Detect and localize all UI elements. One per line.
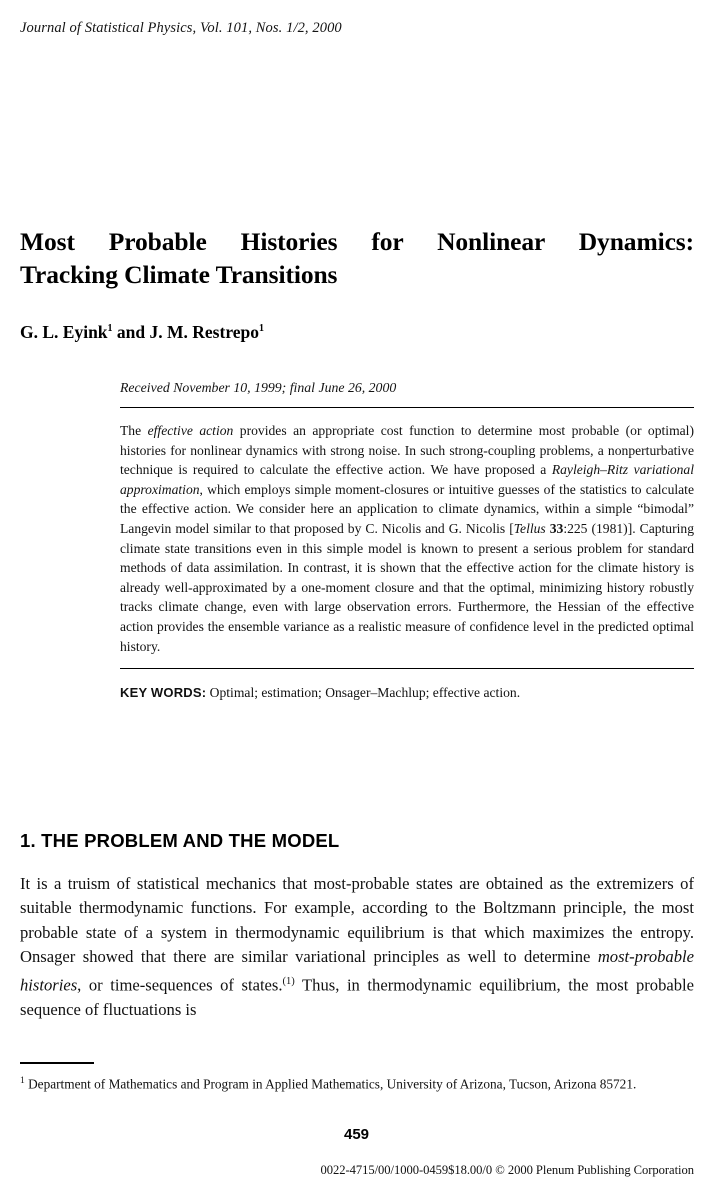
keywords-value: Optimal; estimation; Onsager–Machlup; effective action. [206,685,521,701]
section-heading-1: 1. THE PROBLEM AND THE MODEL [20,830,340,851]
citation-reference-1[interactable]: (1) [282,975,295,987]
abstract-bottom-rule [120,668,694,669]
page-number: 459 [343,1126,370,1143]
abstract-volume-bold: 33 [549,520,564,536]
article-title [20,225,694,291]
body-seg-1: It is a truism of statistical mechanics that most-probable states are obtained as the extremizers of suitable thermodynamic functions. For example, according to the Boltzmann principle, the most probable state of a system in thermodynamic equilibrium is that which maximizes the entropy. Onsager showed that there are similar variational principles as well to determine [20,874,694,967]
author-conjunction: and J. M. Restrepo [112,322,260,342]
title-line-1: Most Probable Histories for Nonlinear Dynamics: [20,227,694,256]
abstract-block [120,380,694,703]
body-emphasis-most-probable-histories: most-probable histories [20,947,694,995]
body-paragraph-1 [20,872,694,1022]
running-head: Journal of Statistical Physics, Vol. 101, Nos. 1/2, 2000 [20,20,342,36]
abstract-emphasis-rayleigh-ritz: Rayleigh–Ritz variational approximation [120,462,695,497]
body-seg-3: Thus, in thermodynamic equilibrium, the most probable sequence of fluctuations is [20,975,695,1019]
body-seg-2: , or time-sequences of states. [77,975,283,995]
abstract-seg-2: provides an appropriate cost function to determine most probable (or optimal) histories for nonlinear dynamics with strong noise. In such strong-coupling problems, a nonperturbative technique is required to calculate the effective action. We have proposed a [120,423,694,478]
abstract-seg-1: The [120,423,148,438]
abstract-emphasis-effective-action: effective action [147,423,234,438]
title-line-2: Tracking Climate Transitions [20,260,338,289]
author-one-affiliation-marker: 1 [107,323,113,335]
abstract-text [120,421,694,656]
author-one: G. L. Eyink [20,322,108,342]
abstract-seg-5: :225 (1981)]. Capturing climate state transitions even in this simple model is known to present a serious problem for standard methods of data assimilation. In contrast, it is shown that the effective action for the climate history is already well-approximated by a one-moment closure and that the optimal, minimizing history robustly tracks climate change, even with large observation errors. Furthermore, the Hessian of the effective action provides the ensemble variance as a realistic measure of confidence level in the predicted optimal history. [120,520,694,654]
abstract-seg-3: , which employs simple moment-closures or intuitive guesses of the statistics to calculate the effective action. We consider here an application to climate dynamics, within a simple “bimodal” Langevin model similar to that proposed by C. Nicolis and G. Nicolis [ [120,481,694,536]
footnote-text: Department of Mathematics and Program in Applied Mathematics, University of Arizona, Tucson, Arizona 85721. [24,1076,637,1092]
keywords-label: KEY WORDS: [120,685,207,701]
abstract-top-rule [120,407,694,408]
footnote-marker: 1 [20,1076,25,1086]
copyright-line: 0022-4715/00/1000-0459$18.00/0 © 2000 Plenum Publishing Corporation [320,1163,694,1177]
abstract-emphasis-tellus: Tellus [513,520,546,536]
author-two-affiliation-marker: 1 [259,323,265,335]
footnote-separator-rule [20,1062,94,1064]
author-list [20,322,694,343]
footnote-1 [20,1072,703,1094]
keywords-line [120,683,694,703]
received-date: Received November 10, 1999; final June 26, 2000 [120,380,397,395]
